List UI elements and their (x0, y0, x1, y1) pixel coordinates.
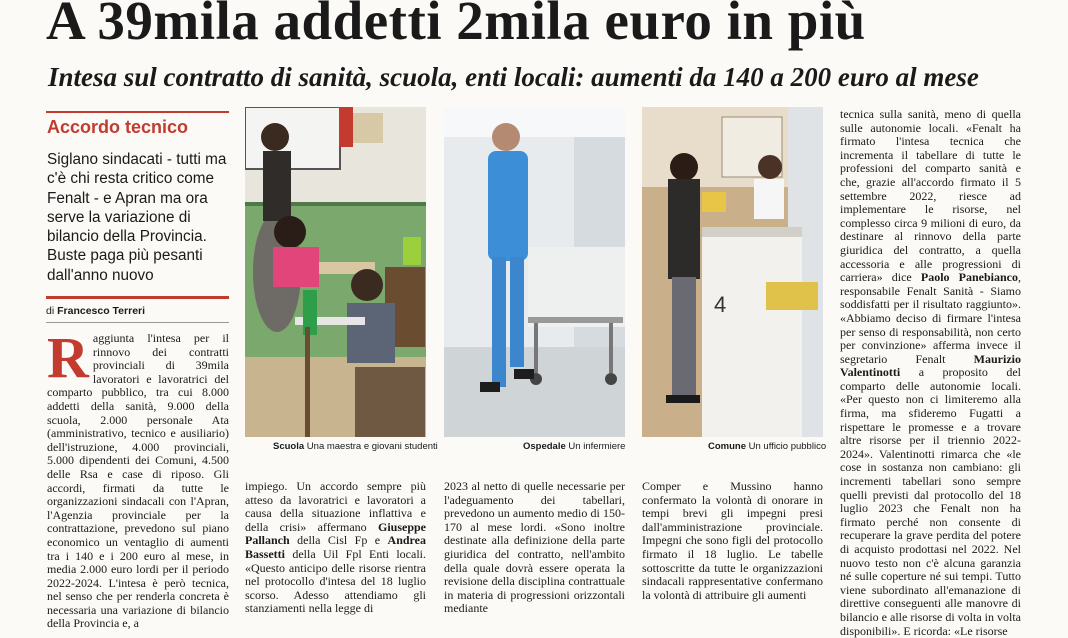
byline-author: Francesco Terreri (57, 305, 146, 317)
article-column-3 (444, 480, 625, 616)
byline (46, 305, 145, 317)
article-column-1 (47, 325, 229, 631)
caption-label: Scuola (273, 441, 305, 452)
caption-comune (708, 441, 826, 452)
kicker-rule (46, 111, 229, 113)
caption-text: Una maestra e giovani studenti (306, 441, 438, 452)
drop-cap: R (47, 325, 89, 390)
byline-rule (46, 322, 229, 323)
caption-text: Un infermiere (568, 441, 626, 452)
kicker: Accordo tecnico (47, 117, 189, 137)
caption-label: Comune (708, 441, 746, 452)
caption-ospedale (523, 441, 625, 452)
article-column-2 (245, 480, 426, 616)
caption-text: Un ufficio pubblico (748, 441, 827, 452)
photo-ospedale (444, 107, 625, 437)
column-text: Comper e Mussino hanno confermato la volontà di onorare in tempi brevi gli impegni presi dall'amministrazione provinciale. Impegni che sono figli del protocollo firmato il 18 luglio. Le tabelle sottoscritte da tutte le organizzazioni sindacali rappresentative confermano la volontà di attribuire gli aumenti (642, 479, 823, 602)
photo-comune (642, 107, 823, 437)
column-text: tecnica sulla sanità, meno di quella sulle autonomie locali. «Fenalt ha firmato l'intesa tecnica che incrementa il tabellare di tutte le professioni del comparto sanità e che, grazie all'accordo firmato il 5 settembre 2022, riesce ad implementare le risorse, nel complesso circa 9 milioni di euro, da destinare al rinnovo della parte giuridica del contratto, a quella accessoria e alle progressioni di carriera» dice Paolo Panebianco, responsabile Fenalt Sanità - Siamo soddisfatti per il risultato raggiunto». «Abbiamo deciso di firmare l'intesa per senso di responsabilità, non certo per convinzione» afferma invece il segretario Fenalt Maurizio Valentinotti a proposito del comparto delle autonomie locali. «Per questo non ci limiteremo alla firma, ma sfideremo Fugatti a rispettare le promesse e a trovare altre risorse per il triennio 2022-2024». Valentinotti rimarca che «le cose in sostanza non cambiano: gli incrementi tabellari sono sempre quelli previsti dal protocollo del 18 luglio 2023 che Fenalt non ha firmato perché non consente di recuperare la grave perdita del potere di acquisto prodottasi nel 2022. Nel nuovo testo non c'è alcuna garanzia né sulle coperture né sui tempi. Tutto viene subordinato all'emanazione di direttive conseguenti alle manovre di bilancio e alle risorse di volta in volta disponibili». E ricorda: «Le risorse (840, 107, 1021, 638)
column-text: 2023 al netto di quelle necessarie per l'adeguamento dei tabellari, prevedono un aumento medio di 150-170 al mese lordi. «Sono inoltre destinate alla definizione della parte giuridica del contratto, nell'ambito della quale dovrà essere operata la revisione della disciplina contrattuale in materia di progressioni orizzontali mediante (444, 479, 625, 616)
headline: A 39mila addetti 2mila euro in più (46, 0, 866, 51)
column-text: aggiunta l'intesa per il rinnovo dei contratti provinciali di 39mila lavoratori e lavoratrici del comparto pubblico, tra cui 8.000 addetti della sanità, 9.000 della scuola, 2.000 personale Ata (amministrativo, tecnico e ausiliario) dell'istruzione, 4.000 provinciali, 5.000 dipendenti dei Comuni, 4.500 delle Rsa e case di riposo. Gli accordi, firmati da tutte le organizzazioni sindacali con l'Apran, l'Agenzia provinciale per la contrattazione, prevedono sul piano economico un ventaglio di aumenti tra i 140 e i 200 euro al mese, in media 2.000 euro lordi per il periodo 2022-2024. L'intesa è però tecnica, nel senso che per renderla concreta è necessaria una variazione di bilancio della Provincia e, a (47, 331, 229, 631)
subheadline: Intesa sul contratto di sanità, scuola, enti locali: aumenti da 140 a 200 euro al mese (48, 62, 979, 92)
svg-text:4: 4 (714, 292, 727, 317)
caption-scuola (273, 441, 438, 452)
column-text: impiego. Un accordo sempre più atteso da lavoratrici e lavoratori a causa della situazione inflattiva e della crisi» affermano Giuseppe Pallanch della Cisl Fp e Andrea Bassetti della Uil Fpl Enti locali. «Questo anticipo delle risorse rientra nel protocollo d'intesa del 18 luglio scorso. Adesso attendiamo gli stanziamenti nella legge di (245, 479, 426, 616)
photo-scuola (245, 107, 426, 437)
caption-label: Ospedale (523, 441, 566, 452)
byline-prefix: di (46, 305, 55, 317)
article-column-4 (642, 480, 823, 602)
summary-rule (46, 296, 229, 299)
article-column-5 (840, 108, 1021, 638)
summary: Siglano sindacati - tutti ma c'è chi resta critico come Fenalt - e Apran ma ora serve la variazione di bilancio della Provincia. Buste paga più pesanti dall'anno nuovo (47, 151, 227, 284)
